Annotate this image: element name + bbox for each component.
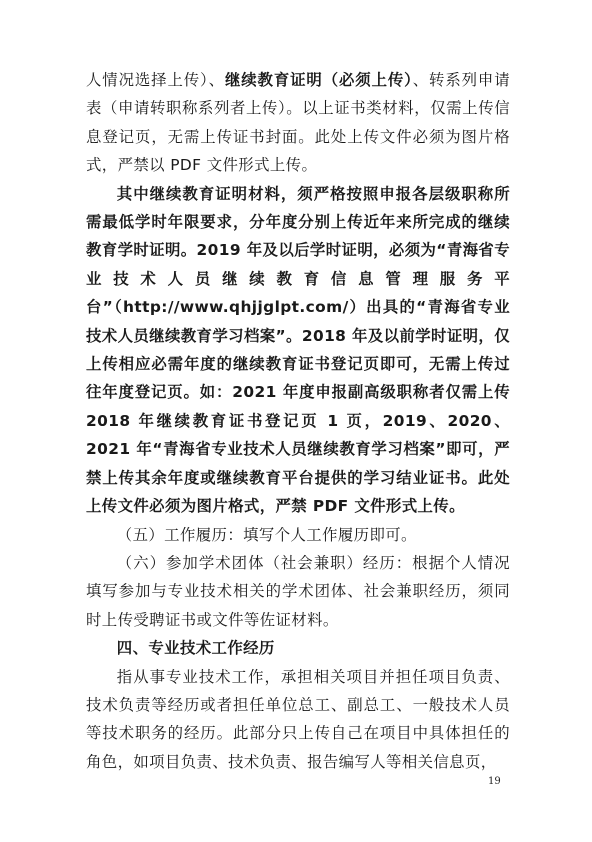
text-segment-bold: 其中继续教育证明材料，须严格按照申报各层级职称所需最低学时年限要求，分年度分别上传近年来所完成的继续教育学时证明。2019 年及以后学时证明，必须为“青海省专业技术人员继续教育信息管理服务平台”（http://www.qhjjglpt.com/）出具的“青海省专业技术人员继续教育学习档案”。2018 年及以前学时证明，仅上传相应必需年度的继续教育证书登记页即可，无需上传过往年度登记页。如：2021 年度申报副高级职称者仅需上传 2018 年继续教育证书登记页 1 页，2019、2020、2021 年“青海省专业技术人员继续教育学习档案”即可，严禁上传其余年度或继续教育平台提供的学习结业证书。此处上传文件必须为图片格式，严禁 PDF 文件形式上传。: [86, 184, 510, 516]
text-segment-bold: 继续教育证明（必须上传）: [224, 71, 413, 89]
paragraph-continuation: [86, 66, 510, 180]
page-number: 19: [488, 776, 501, 787]
text-segment: 、转系列申请表（申请转职称系列者上传）。以上证书类材料，仅需上传信息登记页，无需上传证书封面。此处上传文件必须为图片格式，严禁以 PDF 文件形式上传。: [86, 71, 511, 175]
body-text: [86, 66, 510, 776]
text-segment: （六）参加学术团体（社会兼职）经历：根据个人情况填写参加与专业技术相关的学术团体、社会兼职经历，须同时上传受聘证书或文件等佐证材料。: [86, 553, 510, 629]
section-heading: 四、专业技术工作经历: [116, 639, 275, 658]
paragraph-academic-groups: [86, 549, 510, 634]
paragraph-professional-experience: 指从事专业技术工作，承担相关项目并担任项目负责、技术负责等经历或者担任单位总工、副总工、一般技术人员等技术职务的经历。此部分只上传自己在项目中具体担任的角色，如项目负责、技术负责、报告编写人等相关信息页，: [86, 667, 510, 771]
paragraph-continuing-education: [86, 180, 510, 521]
text-segment: 人情况选择上传）、: [86, 71, 225, 89]
text-segment: （五）工作履历：填写个人工作履历即可。: [116, 525, 417, 544]
paragraph-work-history: [86, 521, 510, 549]
